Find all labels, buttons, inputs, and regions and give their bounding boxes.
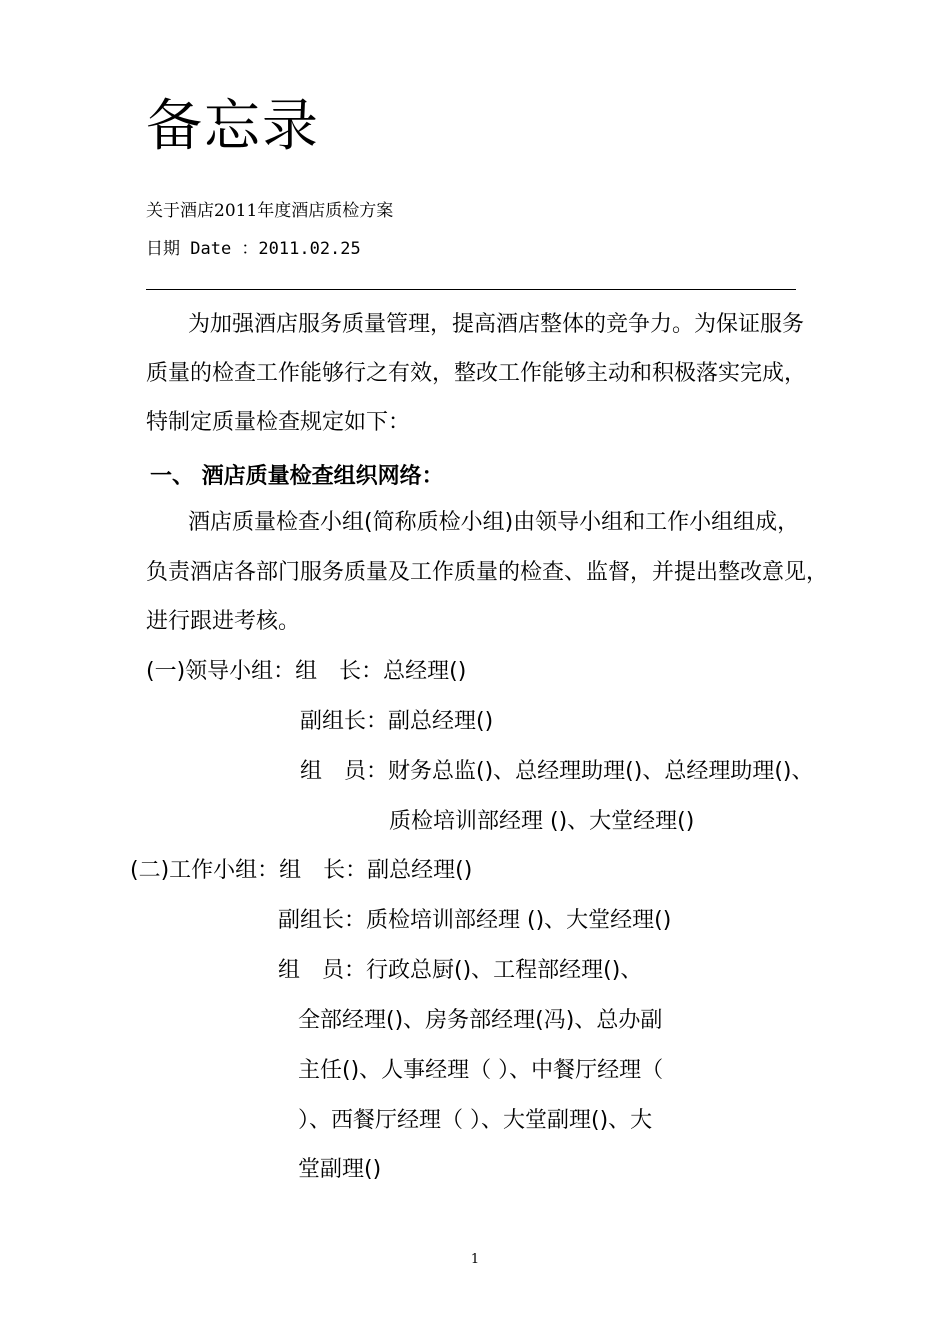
intro-line-1: 为加强酒店服务质量管理，提高酒店整体的竞争力。为保证服务: [188, 312, 805, 337]
leadership-group-deputy: 副组长：副总经理(): [300, 709, 494, 734]
section-1-line-3: 进行跟进考核。: [146, 609, 301, 634]
working-group-leader: (二)工作小组：组 长：副总经理(): [130, 858, 473, 883]
memo-date: 日期 Date ：2011.02.25: [146, 239, 361, 259]
working-group-members-line-2: 全部经理()、房务部经理(冯)、总办副: [298, 1008, 663, 1033]
leadership-group-members-cont: 质检培训部经理 ()、大堂经理(): [389, 809, 695, 834]
working-group-members: 组 员：行政总厨()、工程部经理()、: [278, 958, 643, 983]
intro-line-3: 特制定质量检查规定如下：: [146, 410, 411, 435]
section-1-line-1: 酒店质量检查小组(简称质检小组)由领导小组和工作小组组成，: [188, 510, 800, 535]
working-group-deputy: 副组长：质检培训部经理 ()、大堂经理(): [278, 908, 672, 933]
working-group-members-line-3: 主任()、人事经理（ ）、中餐厅经理（: [298, 1058, 664, 1083]
section-1-line-2: 负责酒店各部门服务质量及工作质量的检查、监督，并提出整改意见，: [146, 560, 829, 585]
memo-subject: 关于酒店2011年度酒店质检方案: [146, 201, 394, 221]
page-number: 1: [470, 1252, 480, 1267]
section-1-heading: 一、 酒店质量检查组织网络：: [150, 464, 444, 489]
intro-line-2: 质量的检查工作能够行之有效，整改工作能够主动和积极落实完成，: [146, 361, 807, 386]
memo-title: 备忘录: [146, 94, 320, 159]
header-divider: [146, 289, 796, 290]
leadership-group-members: 组 员：财务总监()、总经理助理()、总经理助理()、: [300, 759, 814, 784]
leadership-group-leader: (一)领导小组：组 长：总经理(): [146, 659, 467, 684]
working-group-members-line-5: 堂副理(): [298, 1157, 382, 1182]
working-group-members-line-4: ）、西餐厅经理（ ）、大堂副理()、大: [298, 1108, 653, 1133]
